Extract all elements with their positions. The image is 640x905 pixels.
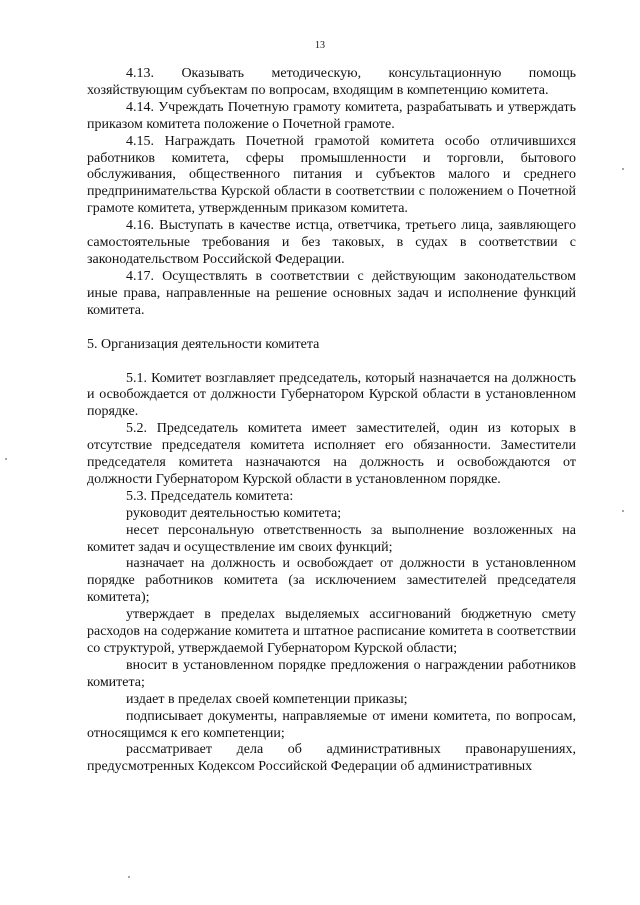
- paragraph-5-3: 5.3. Председатель комитета:: [126, 488, 294, 504]
- duty-item: назначает на должность и освобождает от должности в установленном порядке работников комитета (за исключением заместителей председателя комитета);: [87, 556, 576, 606]
- paragraph-4-15: 4.15. Награждать Почетной грамотой комитета особо отличившихся работников комитета, сферы промышленности и торговли, бытового обслуживания, общественного питания и субъектов малого и среднего предпринимательства Курской области в соответствии с положением о Почетной грамоте комитета, утвержденным приказом комитета.: [87, 133, 576, 217]
- document-body: [87, 66, 576, 776]
- paragraph-4-16: 4.16. Выступать в качестве истца, ответчика, третьего лица, заявляющего самостоятельные требования и без таковых, в судах в соответствии с законодательством Российской Федерации.: [87, 218, 576, 267]
- duty-item: утверждает в пределах выделяемых ассигнований бюджетную смету расходов на содержание комитета и штатное расписание комитета в соответствии со структурой, утверждаемой Губернатором Курской области;: [87, 607, 576, 656]
- duty-item: издает в пределах своей компетенции приказы;: [126, 691, 408, 707]
- scan-speck: [5, 458, 7, 460]
- paragraph-4-14: 4.14. Учреждать Почетную грамоту комитета, разрабатывать и утверждать приказом комитета положение о Почетной грамоте.: [87, 99, 576, 132]
- paragraph-4-17: 4.17. Осуществлять в соответствии с действующим законодательством иные права, направленные на решение основных задач и исполнение функций комитета.: [87, 268, 576, 318]
- scan-speck: [622, 168, 624, 170]
- duty-item: руководит деятельностью комитета;: [126, 505, 342, 521]
- duty-item: рассматривает дела об административных правонарушениях, предусмотренных Кодексом Российской Федерации об административных: [87, 742, 576, 775]
- duty-item: вносит в установленном порядке предложения о награждении работников комитета;: [87, 657, 576, 690]
- scan-speck: [128, 876, 130, 878]
- scan-speck: [622, 510, 624, 512]
- paragraph-4-13: 4.13. Оказывать методическую, консультационную помощь хозяйствующим субъектам по вопросам, входящим в компетенцию комитета.: [87, 66, 576, 98]
- paragraph-5-2: 5.2. Председатель комитета имеет заместителей, один из которых в отсутствие председателя комитета исполняет его обязанности. Заместители председателя комитета назначаются на должность и освобождаются от должности Губернатором Курской области в установленном порядке.: [87, 421, 576, 487]
- duty-item: подписывает документы, направляемые от имени комитета, по вопросам, относящимся к его компетенции;: [87, 708, 576, 741]
- paragraph-5-1: 5.1. Комитет возглавляет председатель, который назначается на должность и освобождается от должности Губернатором Курской области в установленном порядке.: [87, 370, 576, 420]
- section-heading: 5. Организация деятельности комитета: [87, 336, 320, 352]
- duty-item: несет персональную ответственность за выполнение возложенных на комитет задач и осуществление им своих функций;: [87, 522, 576, 555]
- page-number: 13: [315, 40, 325, 51]
